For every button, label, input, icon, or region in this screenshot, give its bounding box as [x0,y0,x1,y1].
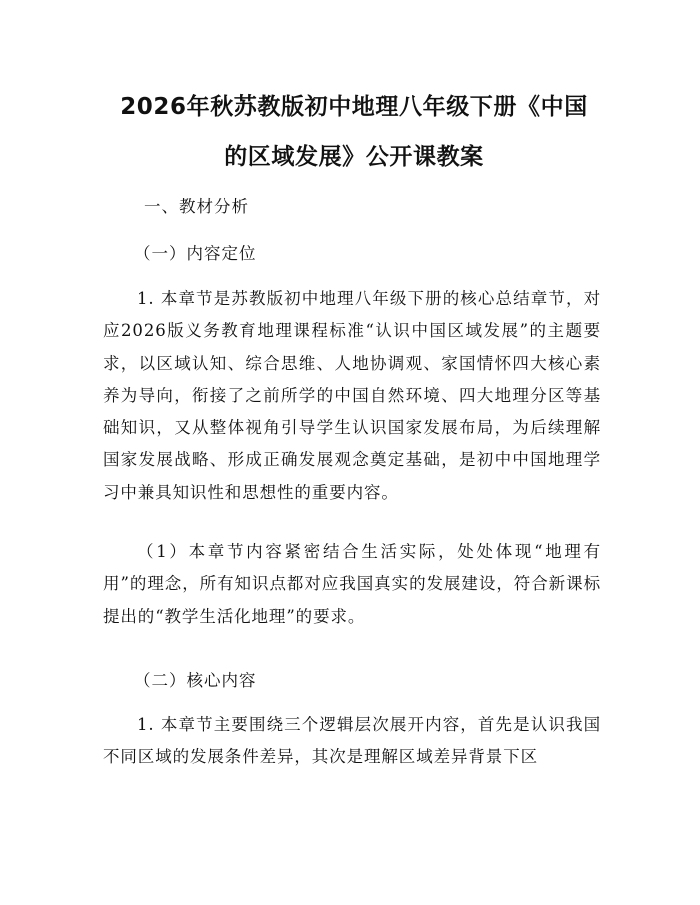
subsection-heading-content-positioning: （一）内容定位 [134,244,257,263]
paragraph-life-connection: （1）本章节内容紧密结合生活实际，处处体现“地理有用”的理念，所有知识点都对应我国真实的发展建设，符合新课标提出的“教学生活化地理”的要求。 [103,542,601,626]
document-title-line-1: 2026年秋苏教版初中地理八年级下册《中国 [120,94,588,120]
paragraph-core-content: 1. 本章节主要围绕三个逻辑层次展开内容，首先是认识我国不同区域的发展条件差异，其次是理解区域差异背景下区 [103,715,601,767]
document-title-line-2: 的区域发展》公开课教案 [224,144,484,170]
section-heading-textbook-analysis: 一、教材分析 [144,197,249,216]
subsection-heading-core-content: （二）核心内容 [134,671,257,690]
paragraph-content-positioning: 1. 本章节是苏教版初中地理八年级下册的核心总结章节，对应2026版义务教育地理课程标准“认识中国区域发展”的主题要求，以区域认知、综合思维、人地协调观、家国情怀四大核心素养为导向，衔接了之前所学的中国自然环境、四大地理分区等基础知识，又从整体视角引导学生认识国家发展布局，为后续理解国家发展战略、形成正确发展观念奠定基础，是初中中国地理学习中兼具知识性和思想性的重要内容。 [103,289,601,502]
